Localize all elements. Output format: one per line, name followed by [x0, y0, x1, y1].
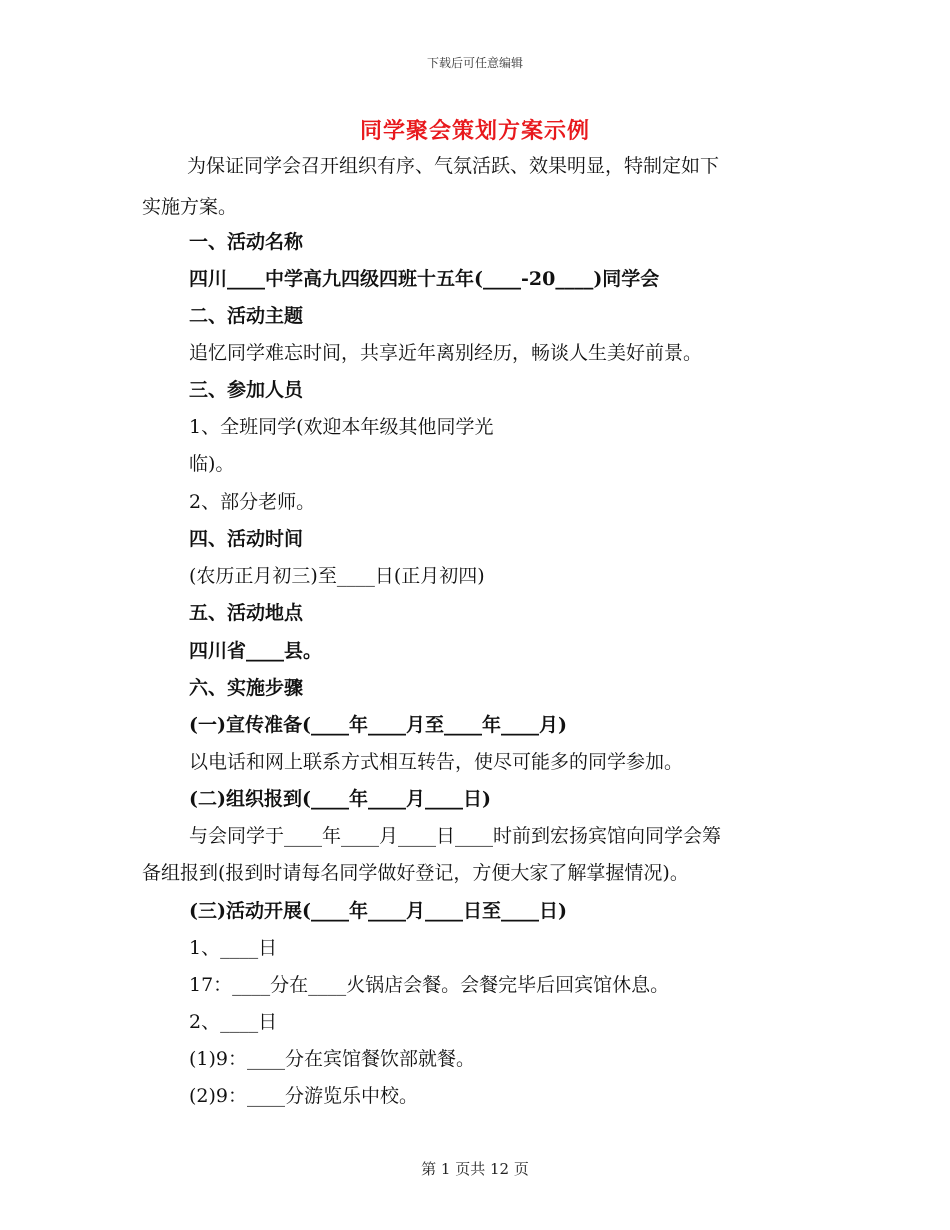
section-heading-participants: 三、参加人员 [189, 379, 304, 401]
participants-item-1-continued: 临)。 [189, 453, 235, 475]
intro-paragraph-line-2: 实施方案。 [142, 196, 238, 218]
page-header-note: 下载后可任意编辑 [426, 56, 523, 70]
section-heading-implementation-steps: 六、实施步骤 [189, 677, 304, 699]
participants-item-2: 2、部分老师。 [189, 491, 316, 513]
step-1-text: 以电话和网上联系方式相互转告，使尽可能多的同学参加。 [189, 751, 684, 773]
step-2-text-line-1: 与会同学于____年____月____日____时前到宏扬宾馆向同学会筹 [189, 825, 722, 847]
step-3-heading: (三)活动开展(____年____月____日至____日) [189, 900, 567, 922]
page-number-footer: 第 1 页共 12 页 [421, 1160, 529, 1178]
section-heading-activity-location: 五、活动地点 [189, 602, 304, 624]
participants-item-1: 1、全班同学(欢迎本年级其他同学光 [189, 416, 494, 438]
day-1-label: 1、____日 [189, 937, 278, 959]
activity-time-text: (农历正月初三)至____日(正月初四) [189, 565, 485, 587]
section-heading-activity-name: 一、活动名称 [189, 231, 304, 253]
intro-paragraph-line-1: 为保证同学会召开组织有序、气氛活跃、效果明显，特制定如下 [187, 155, 720, 177]
step-2-heading: (二)组织报到(____年____月____日) [189, 788, 491, 810]
section-heading-activity-time: 四、活动时间 [189, 528, 304, 550]
day-2-label: 2、____日 [189, 1011, 278, 1033]
section-heading-activity-theme: 二、活动主题 [189, 305, 304, 327]
day-2-schedule-item-2: (2)9：____分游览乐中校。 [189, 1085, 419, 1107]
activity-name-text: 四川____中学高九四级四班十五年(____-20____)同学会 [189, 268, 660, 290]
day-1-schedule: 17：____分在____火锅店会餐。会餐完毕后回宾馆休息。 [189, 974, 670, 996]
activity-location-text: 四川省____县。 [189, 640, 323, 662]
day-2-schedule-item-1: (1)9：____分在宾馆餐饮部就餐。 [189, 1048, 476, 1070]
step-1-heading: (一)宣传准备(____年____月至____年____月) [189, 714, 567, 736]
step-2-text-line-2: 备组报到(报到时请每名同学做好登记，方便大家了解掌握情况)。 [142, 862, 689, 884]
activity-theme-text: 追忆同学难忘时间，共享近年离别经历，畅谈人生美好前景。 [189, 342, 703, 364]
document-title: 同学聚会策划方案示例 [359, 118, 590, 144]
